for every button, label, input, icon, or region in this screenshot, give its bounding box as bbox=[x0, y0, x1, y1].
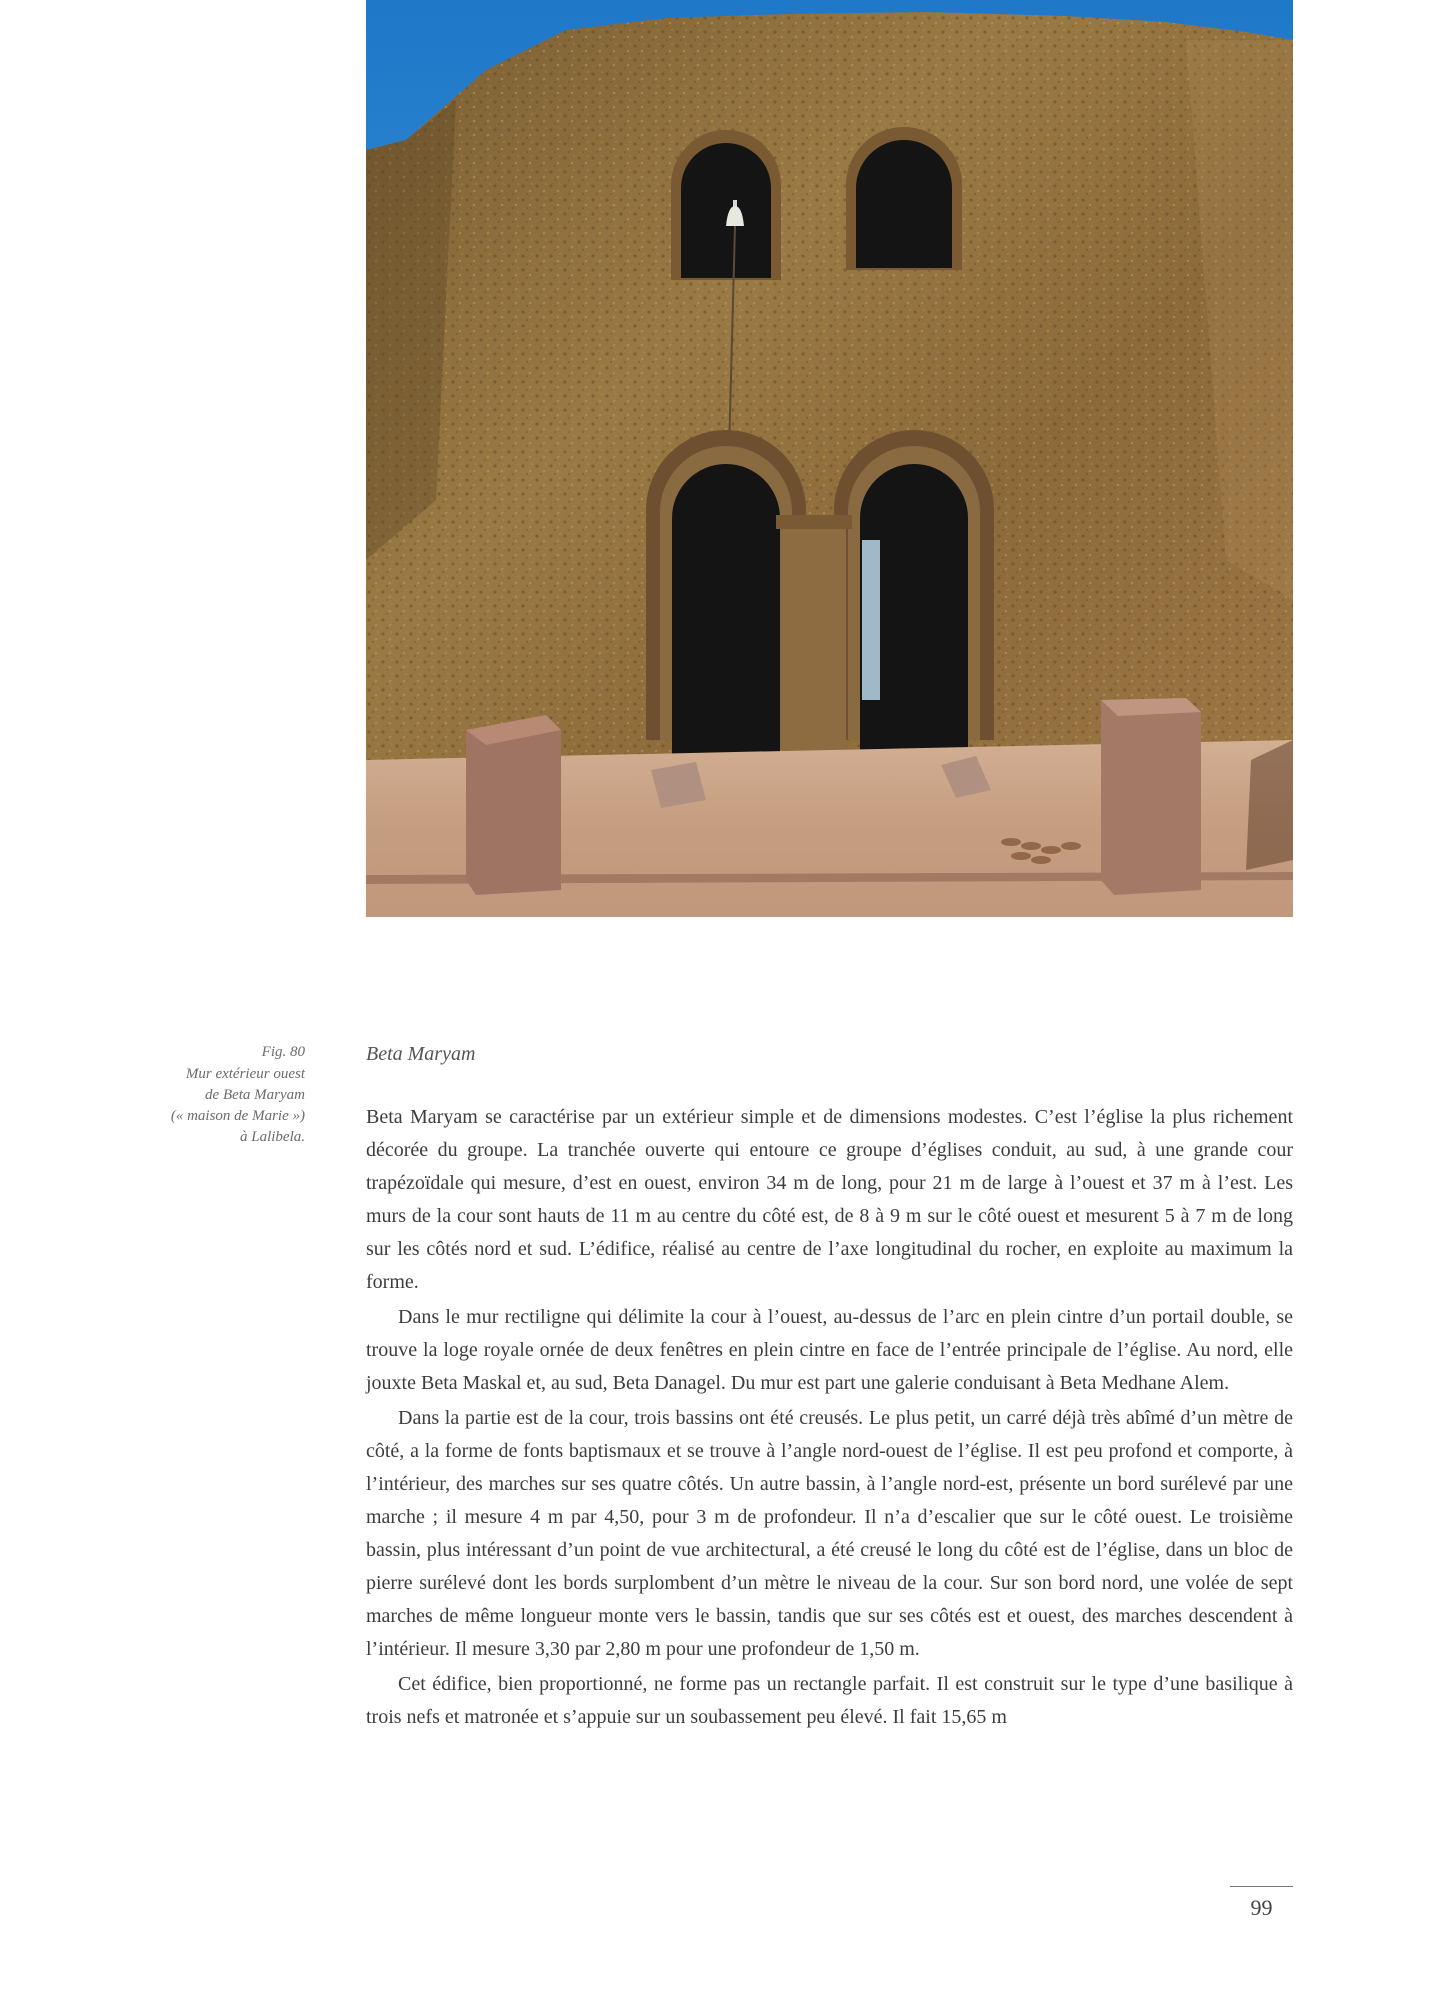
caption-line: à Lalibela. bbox=[239, 1129, 305, 1145]
caption-line: (« maison de Marie ») bbox=[170, 1108, 305, 1124]
portal-opening-left bbox=[672, 464, 780, 760]
stone-block-left bbox=[466, 715, 561, 895]
folio-rule bbox=[1230, 1886, 1293, 1887]
paragraph: Cet édifice, bien proportionné, ne forme pas un rectangle parfait. Il est construit sur le type d’une basilique à trois nefs et matronée et s’appuie sur un soubassement peu élevé. Il fait 15,65 m bbox=[366, 1673, 1293, 1728]
stone-block-right bbox=[1101, 698, 1201, 895]
section-title: Beta Maryam bbox=[366, 1043, 476, 1065]
figure-caption bbox=[120, 1042, 305, 1148]
upper-window-left bbox=[681, 143, 771, 278]
caption-line: Mur extérieur ouest bbox=[185, 1066, 305, 1082]
figure-number: Fig. 80 bbox=[261, 1044, 305, 1060]
paragraph: Beta Maryam se caractérise par un extérieur simple et de dimensions modestes. C’est l’église la plus richement décorée du groupe. La tranchée ouverte qui entoure ce groupe d’églises conduit, au sud, à une grande cour trapézoïdale qui mesure, d’est en ouest, environ 34 m de long, pour 21 m de large à l’ouest et 37 m à l’est. Les murs de la cour sont hauts de 11 m au centre du côté est, de 8 à 9 m sur le côté ouest et mesurent 5 à 7 m de long sur les côtés nord et sud. L’édifice, réalisé au centre de l’axe longitudinal du rocher, en exploite au maximum la forme. bbox=[366, 1106, 1293, 1293]
upper-window-right bbox=[856, 140, 952, 268]
page-number: 99 bbox=[1250, 1895, 1273, 1920]
caption-line: de Beta Maryam bbox=[205, 1087, 305, 1103]
paragraph: Dans le mur rectiligne qui délimite la cour à l’ouest, au-dessus de l’arc en plein cintre d’un portail double, se trouve la loge royale ornée de deux fenêtres en plein cintre en face de l’entrée principale de l’église. Au nord, elle jouxte Beta Maskal et, au sud, Beta Danagel. Du mur est part une galerie conduisant à Beta Medhane Alem. bbox=[366, 1306, 1293, 1394]
body-text bbox=[366, 1101, 1293, 1736]
photograph-beta-maryam-west-wall bbox=[366, 0, 1293, 917]
central-pillar bbox=[782, 515, 846, 780]
paragraph: Dans la partie est de la cour, trois bassins ont été creusés. Le plus petit, un carré déjà très abîmé d’un mètre de côté, a la forme de fonts baptismaux et se trouve à l’angle nord-ouest de l’église. Il est peu profond et comporte, à l’intérieur, des marches sur ses quatre côtés. Un autre bassin, à l’angle nord-est, présente un bord surélevé par une marche ; il mesure 4 m par 4,50, pour 3 m de profondeur. Il n’a d’escalier que sur le côté ouest. Le troisième bassin, plus intéressant d’un point de vue architectural, a été creusé le long du côté est de l’église, dans un bloc de pierre surélevé dont les bords surplombent d’un mètre le niveau de la cour. Sur son bord nord, une volée de sept marches de même longueur monte vers le bassin, tandis que sur ses côtés est et ouest, des marches descendent à l’intérieur. Il mesure 3,30 par 2,80 m pour une profondeur de 1,50 m. bbox=[366, 1407, 1293, 1660]
photo-svg bbox=[366, 0, 1293, 917]
